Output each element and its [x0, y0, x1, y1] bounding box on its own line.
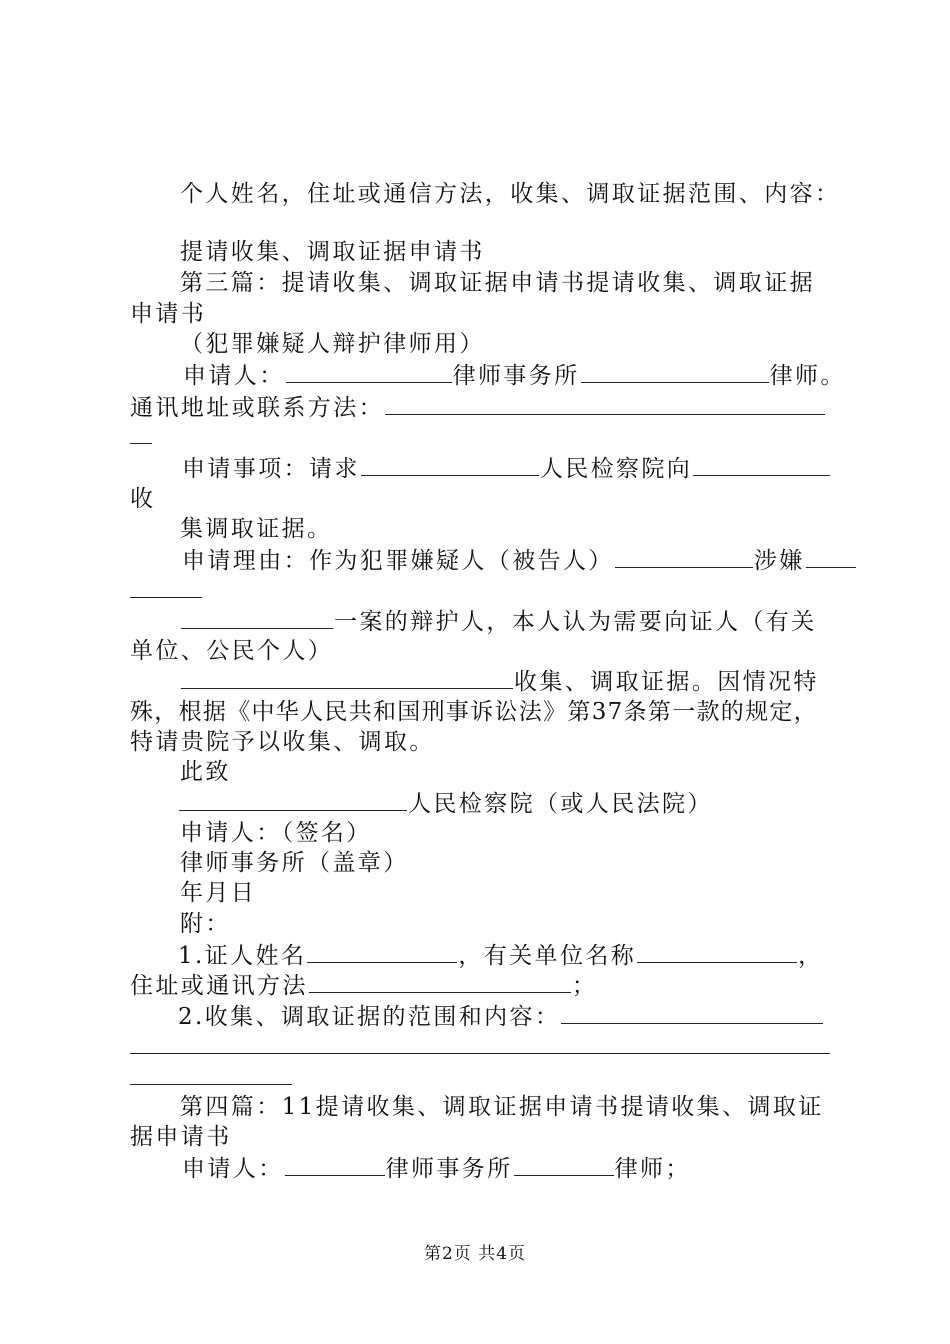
collect-line: 收集、调取证据。因情况特 [180, 666, 819, 697]
attachment-item-2: 2.收集、调取证据的范围和内容： [178, 1001, 824, 1032]
address-blank-cont [130, 443, 152, 444]
witness-blank [181, 666, 513, 689]
case-blank [181, 606, 333, 629]
charge-blank-cont [130, 597, 202, 598]
applicant-line-2: 申请人： 律师事务所 律师； [182, 1153, 691, 1184]
target-blank [693, 453, 830, 476]
attachment-label: 附： [180, 911, 231, 937]
law-line: 殊，根据《中华人民共和国刑事诉讼法》第37条第一款的规定， [130, 699, 818, 725]
attachment-item-1: 1.证人姓名 ，有关单位名称 ， [178, 940, 824, 971]
charge-blank [806, 545, 856, 568]
recipient-line: 人民检察院（或人民法院） [178, 788, 713, 819]
request-court-line: 特请贵院予以收集、调取。 [130, 729, 435, 755]
firm-blank [581, 360, 769, 383]
witness-name-blank [307, 940, 457, 963]
text-line-personal-name: 个人姓名，住址或通信方法，收集、调取证据范围、内容： [180, 181, 841, 207]
request-line: 申请事项：请求 人民检察院向 [182, 453, 831, 484]
applicant-blank [286, 360, 452, 383]
scope-blank [561, 1001, 823, 1024]
scope-blank-line-2 [130, 1053, 830, 1054]
applicant-blank-2 [285, 1153, 385, 1176]
chapter-title-4-cont: 据申请书 [130, 1124, 232, 1150]
reason-line: 申请理由：作为犯罪嫌疑人（被告人） 涉嫌 [182, 545, 857, 576]
chapter-title-3-cont: 申请书 [130, 301, 207, 327]
section-heading: 提请收集、调取证据申请书 [180, 239, 485, 265]
applicant-line: 申请人： 律师事务所 律师。 [183, 360, 846, 391]
subtitle-defender: （犯罪嫌疑人辩护律师用） [180, 331, 485, 357]
seal-line: 律师事务所（盖章） [180, 850, 409, 876]
scope-blank-line-3 [130, 1084, 292, 1085]
contact-blank [309, 970, 571, 993]
unit-name-blank [637, 940, 797, 963]
suspect-blank [615, 545, 753, 568]
request-line-cont: 收 [130, 486, 156, 512]
page-footer: 第2页 共4页 [423, 1244, 527, 1264]
chapter-title-4: 第四篇：11提请收集、调取证据申请书提请收集、调取证 [180, 1094, 824, 1120]
signature-line: 申请人：（签名） [180, 820, 372, 846]
firm-blank-2 [514, 1153, 614, 1176]
address-line: 通讯地址或联系方法： [130, 392, 826, 423]
date-line: 年月日 [180, 880, 257, 906]
recipient-blank [179, 788, 407, 811]
reason-case-line: 一案的辩护人，本人认为需要向证人（有关 [180, 606, 817, 637]
address-blank [385, 392, 825, 415]
salutation: 此致 [180, 759, 231, 785]
chapter-title-3: 第三篇：提请收集、调取证据申请书提请收集、调取证据 [180, 270, 815, 296]
attachment-item-1-cont: 住址或通讯方法 ； [130, 970, 597, 1001]
reason-case-cont: 单位、公民个人） [130, 638, 334, 664]
request-line-end: 集调取证据。 [180, 516, 333, 542]
procuratorate-blank [361, 453, 539, 476]
